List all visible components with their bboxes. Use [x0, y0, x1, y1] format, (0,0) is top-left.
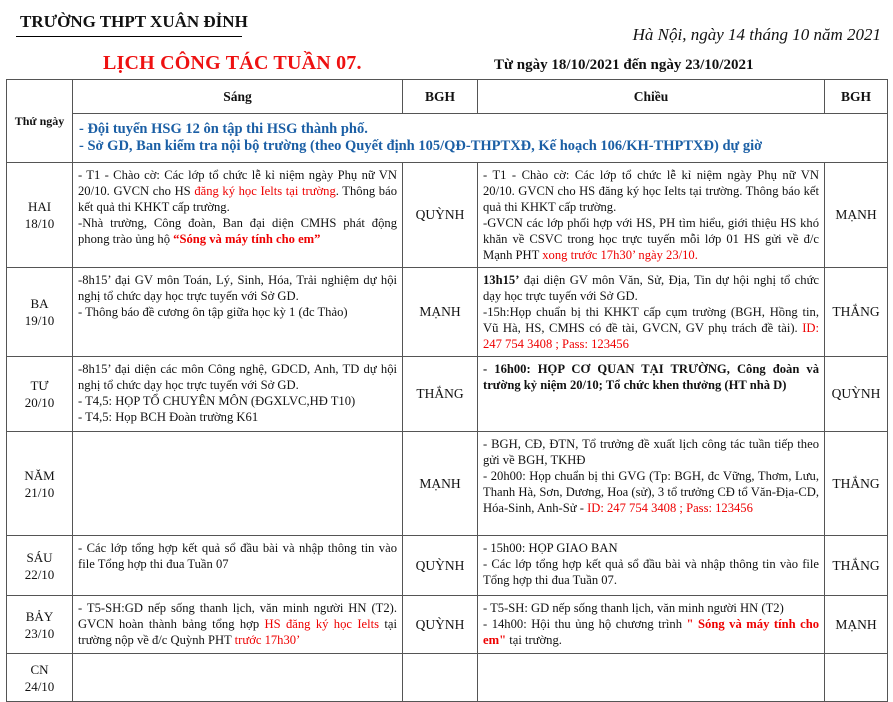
text: . Thông báo kết quả thi KHKT cấp trường.	[78, 184, 397, 214]
notice-row	[7, 114, 888, 163]
day-date: 23/10	[24, 625, 55, 641]
notice-line-1: - Đội tuyển HSG 12 ôn tập thi HSG thành phố.	[79, 121, 368, 137]
afternoon-cell	[478, 654, 825, 702]
afternoon-cell	[478, 596, 825, 654]
morning-item	[78, 600, 397, 648]
highlight-text: ID: 247 754 3408 ; Pass: 123456	[483, 321, 819, 351]
text: tại trường nộp về đ/c Quỳnh PHT	[78, 617, 397, 647]
table-row	[7, 163, 888, 268]
bgh-morning: QUỲNH	[403, 536, 478, 596]
bgh-afternoon: THẮNG	[825, 268, 888, 357]
text: đại diện GV môn Văn, Sử, Địa, Tin dự hội nghị tổ chức dạy học trực tuyến với Sở GD.	[483, 273, 819, 303]
bgh-afternoon: QUỲNH	[825, 357, 888, 432]
notice-cell	[73, 114, 888, 163]
highlight-text: HS đăng ký học Ielts	[264, 617, 380, 631]
morning-item: - T4,5: HỌP TỔ CHUYÊN MÔN (ĐGXLVC,HĐ T10)	[78, 394, 356, 408]
bgh-morning: MẠNH	[403, 268, 478, 357]
bgh-morning	[403, 654, 478, 702]
bgh-afternoon: THẮNG	[825, 536, 888, 596]
bgh-afternoon	[825, 654, 888, 702]
highlight-text: trước 17h30’	[234, 633, 301, 647]
text: - 14h00: Hội thu ủng hộ chương trình	[483, 617, 687, 631]
afternoon-item: - 15h00: HỌP GIAO BAN	[483, 541, 618, 555]
header-morning: Sáng	[73, 80, 403, 114]
morning-cell	[73, 432, 403, 536]
afternoon-item: - T5-SH: GD nếp sống thanh lịch, văn minh người HN (T2)	[483, 601, 784, 615]
morning-cell	[73, 596, 403, 654]
text: -GVCN các lớp phối hợp với HS, PH tìm hiểu, giới thiệu HS khó khăn về CSVC trong học trực tuyến mỗi lớp 01 HS gửi về đ/c Mạnh PHT	[483, 216, 819, 262]
day-name: TƯ	[30, 378, 49, 393]
afternoon-item: - 16h00: HỌP CƠ QUAN TẠI TRƯỜNG, Công đoàn và trường kỷ niệm 20/10; Tổ chức khen thưởng (HT nhà D)	[483, 362, 819, 392]
notice-line-2: - Sở GD, Ban kiểm tra nội bộ trường (theo Quyết định 105/QĐ-THPTXĐ, Kế hoạch 106/KH-THPTXĐ) dự giờ	[79, 138, 763, 154]
morning-cell	[73, 654, 403, 702]
text: - T5-SH:GD nếp sống thanh lịch, văn minh người HN (T2). GVCN hoàn thành bảng tổng hợp	[78, 601, 397, 631]
table-row	[7, 536, 888, 596]
morning-cell	[73, 268, 403, 357]
table-row	[7, 596, 888, 654]
afternoon-item	[483, 272, 819, 304]
highlight-text: xong trước 17h30’ ngày 23/10.	[542, 248, 698, 262]
date-range: Từ ngày 18/10/2021 đến ngày 23/10/2021	[494, 57, 754, 73]
afternoon-item: - BGH, CĐ, ĐTN, Tổ trưởng đề xuất lịch công tác tuần tiếp theo gửi về BGH, TKHĐ	[483, 437, 819, 467]
text: - 20h00: Họp chuẩn bị thi GVG (Tp: BGH, đc Vững, Thơm, Lưu, Thanh Hà, Sơn, Dương, Hoa (sử), 3 tổ trưởng CĐ tổ Văn-Địa-CD, Hóa-Sinh, Anh-Sử -	[483, 469, 819, 515]
highlight-text: “Sóng và máy tính cho em”	[173, 232, 321, 246]
afternoon-item	[483, 304, 819, 352]
day-cell	[7, 432, 73, 536]
text: -Nhà trường, Công đoàn, Ban đại diện CMHS phát động phong trào ủng hộ	[78, 216, 397, 246]
school-underline	[16, 36, 242, 37]
bgh-morning: QUỲNH	[403, 596, 478, 654]
afternoon-cell	[478, 432, 825, 536]
table-row	[7, 268, 888, 357]
day-cell	[7, 596, 73, 654]
bgh-morning: QUỲNH	[403, 163, 478, 268]
morning-item: - Thông báo đề cương ôn tập giữa học kỳ 1 (đc Thảo)	[78, 305, 348, 319]
table-row	[7, 654, 888, 702]
bgh-morning: MẠNH	[403, 432, 478, 536]
morning-cell	[73, 163, 403, 268]
afternoon-item: - T1 - Chào cờ: Các lớp tổ chức lễ kỉ niệm ngày Phụ nữ VN 20/10. GVCN cho HS đăng ký học Ielts tại trường. Thông báo kết quả thi KHKT cấp trường.	[483, 168, 819, 214]
morning-item	[78, 215, 397, 247]
highlight-text: đăng ký học Ielts tại trường	[194, 184, 336, 198]
afternoon-cell	[478, 163, 825, 268]
morning-item: -8h15’ đại GV môn Toán, Lý, Sinh, Hóa, Trải nghiệm dự hội nghị tổ chức dạy học trực tuyến với Sở GD.	[78, 273, 397, 303]
day-date: 22/10	[24, 566, 55, 582]
day-name: NĂM	[24, 467, 55, 483]
day-cell	[7, 268, 73, 357]
day-date: 20/10	[24, 395, 55, 410]
bold-text: 13h15’	[483, 273, 520, 287]
bgh-morning: THẮNG	[403, 357, 478, 432]
page-title: LỊCH CÔNG TÁC TUẦN 07.	[103, 52, 362, 74]
morning-cell	[73, 536, 403, 596]
bgh-afternoon: MẠNH	[825, 596, 888, 654]
bgh-afternoon: MẠNH	[825, 163, 888, 268]
text: - T1 - Chào cờ: Các lớp tổ chức lễ kỉ niệm ngày Phụ nữ VN 20/10. GVCN cho HS	[78, 168, 397, 198]
text: tại trường.	[506, 633, 562, 647]
day-cell	[7, 536, 73, 596]
day-date: 24/10	[24, 678, 55, 694]
afternoon-cell	[478, 268, 825, 357]
day-cell	[7, 357, 73, 432]
afternoon-item: - Các lớp tổng hợp kết quả sổ đầu bài và nhập thông tin vào file Tổng hợp thi đua Tuần 07.	[483, 557, 819, 587]
afternoon-item	[483, 468, 819, 516]
day-date: 18/10	[24, 216, 55, 231]
school-name: TRƯỜNG THPT XUÂN ĐỈNH	[20, 12, 248, 31]
day-name: CN	[30, 661, 49, 677]
highlight-text: ID: 247 754 3408 ; Pass: 123456	[587, 501, 753, 515]
day-date: 19/10	[24, 313, 55, 328]
header-afternoon: Chiều	[478, 80, 825, 114]
morning-item	[78, 167, 397, 215]
table-header-row	[7, 80, 888, 114]
afternoon-item	[483, 616, 819, 648]
day-name: HAI	[27, 199, 52, 214]
header-bgh-morning: BGH	[403, 80, 478, 114]
day-name: BA	[30, 296, 49, 311]
text: -15h:Họp chuẩn bị thi KHKT cấp cụm trường (BGH, Hồng tin, Vũ Hà, HS, CMHS có đề tài, GVCN, GV phụ trách đề tài).	[483, 305, 819, 335]
header-day: Thứ ngày	[7, 80, 73, 163]
day-cell	[7, 163, 73, 268]
day-date: 21/10	[24, 484, 55, 500]
day-name: SÁU	[26, 549, 53, 565]
morning-item: - T4,5: Họp BCH Đoàn trường K61	[78, 410, 259, 424]
header-bgh-afternoon: BGH	[825, 80, 888, 114]
morning-item: - Các lớp tổng hợp kết quả sổ đầu bài và nhập thông tin vào file Tổng hợp thi đua Tuần 07	[78, 541, 397, 571]
schedule-table	[6, 79, 888, 702]
bgh-afternoon: THẮNG	[825, 432, 888, 536]
afternoon-cell	[478, 357, 825, 432]
place-date: Hà Nội, ngày 14 tháng 10 năm 2021	[632, 25, 881, 44]
afternoon-item	[483, 215, 819, 263]
day-name: BẢY	[25, 608, 54, 624]
highlight-text: " Sóng và máy tính cho em"	[483, 617, 819, 647]
table-row	[7, 432, 888, 536]
morning-cell	[73, 357, 403, 432]
afternoon-cell	[478, 536, 825, 596]
table-row	[7, 357, 888, 432]
day-cell	[7, 654, 73, 702]
morning-item: -8h15’ đại diện các môn Công nghệ, GDCD, Anh, TD dự hội nghị tổ chức dạy học trực tuyến với Sở GD.	[78, 362, 397, 392]
